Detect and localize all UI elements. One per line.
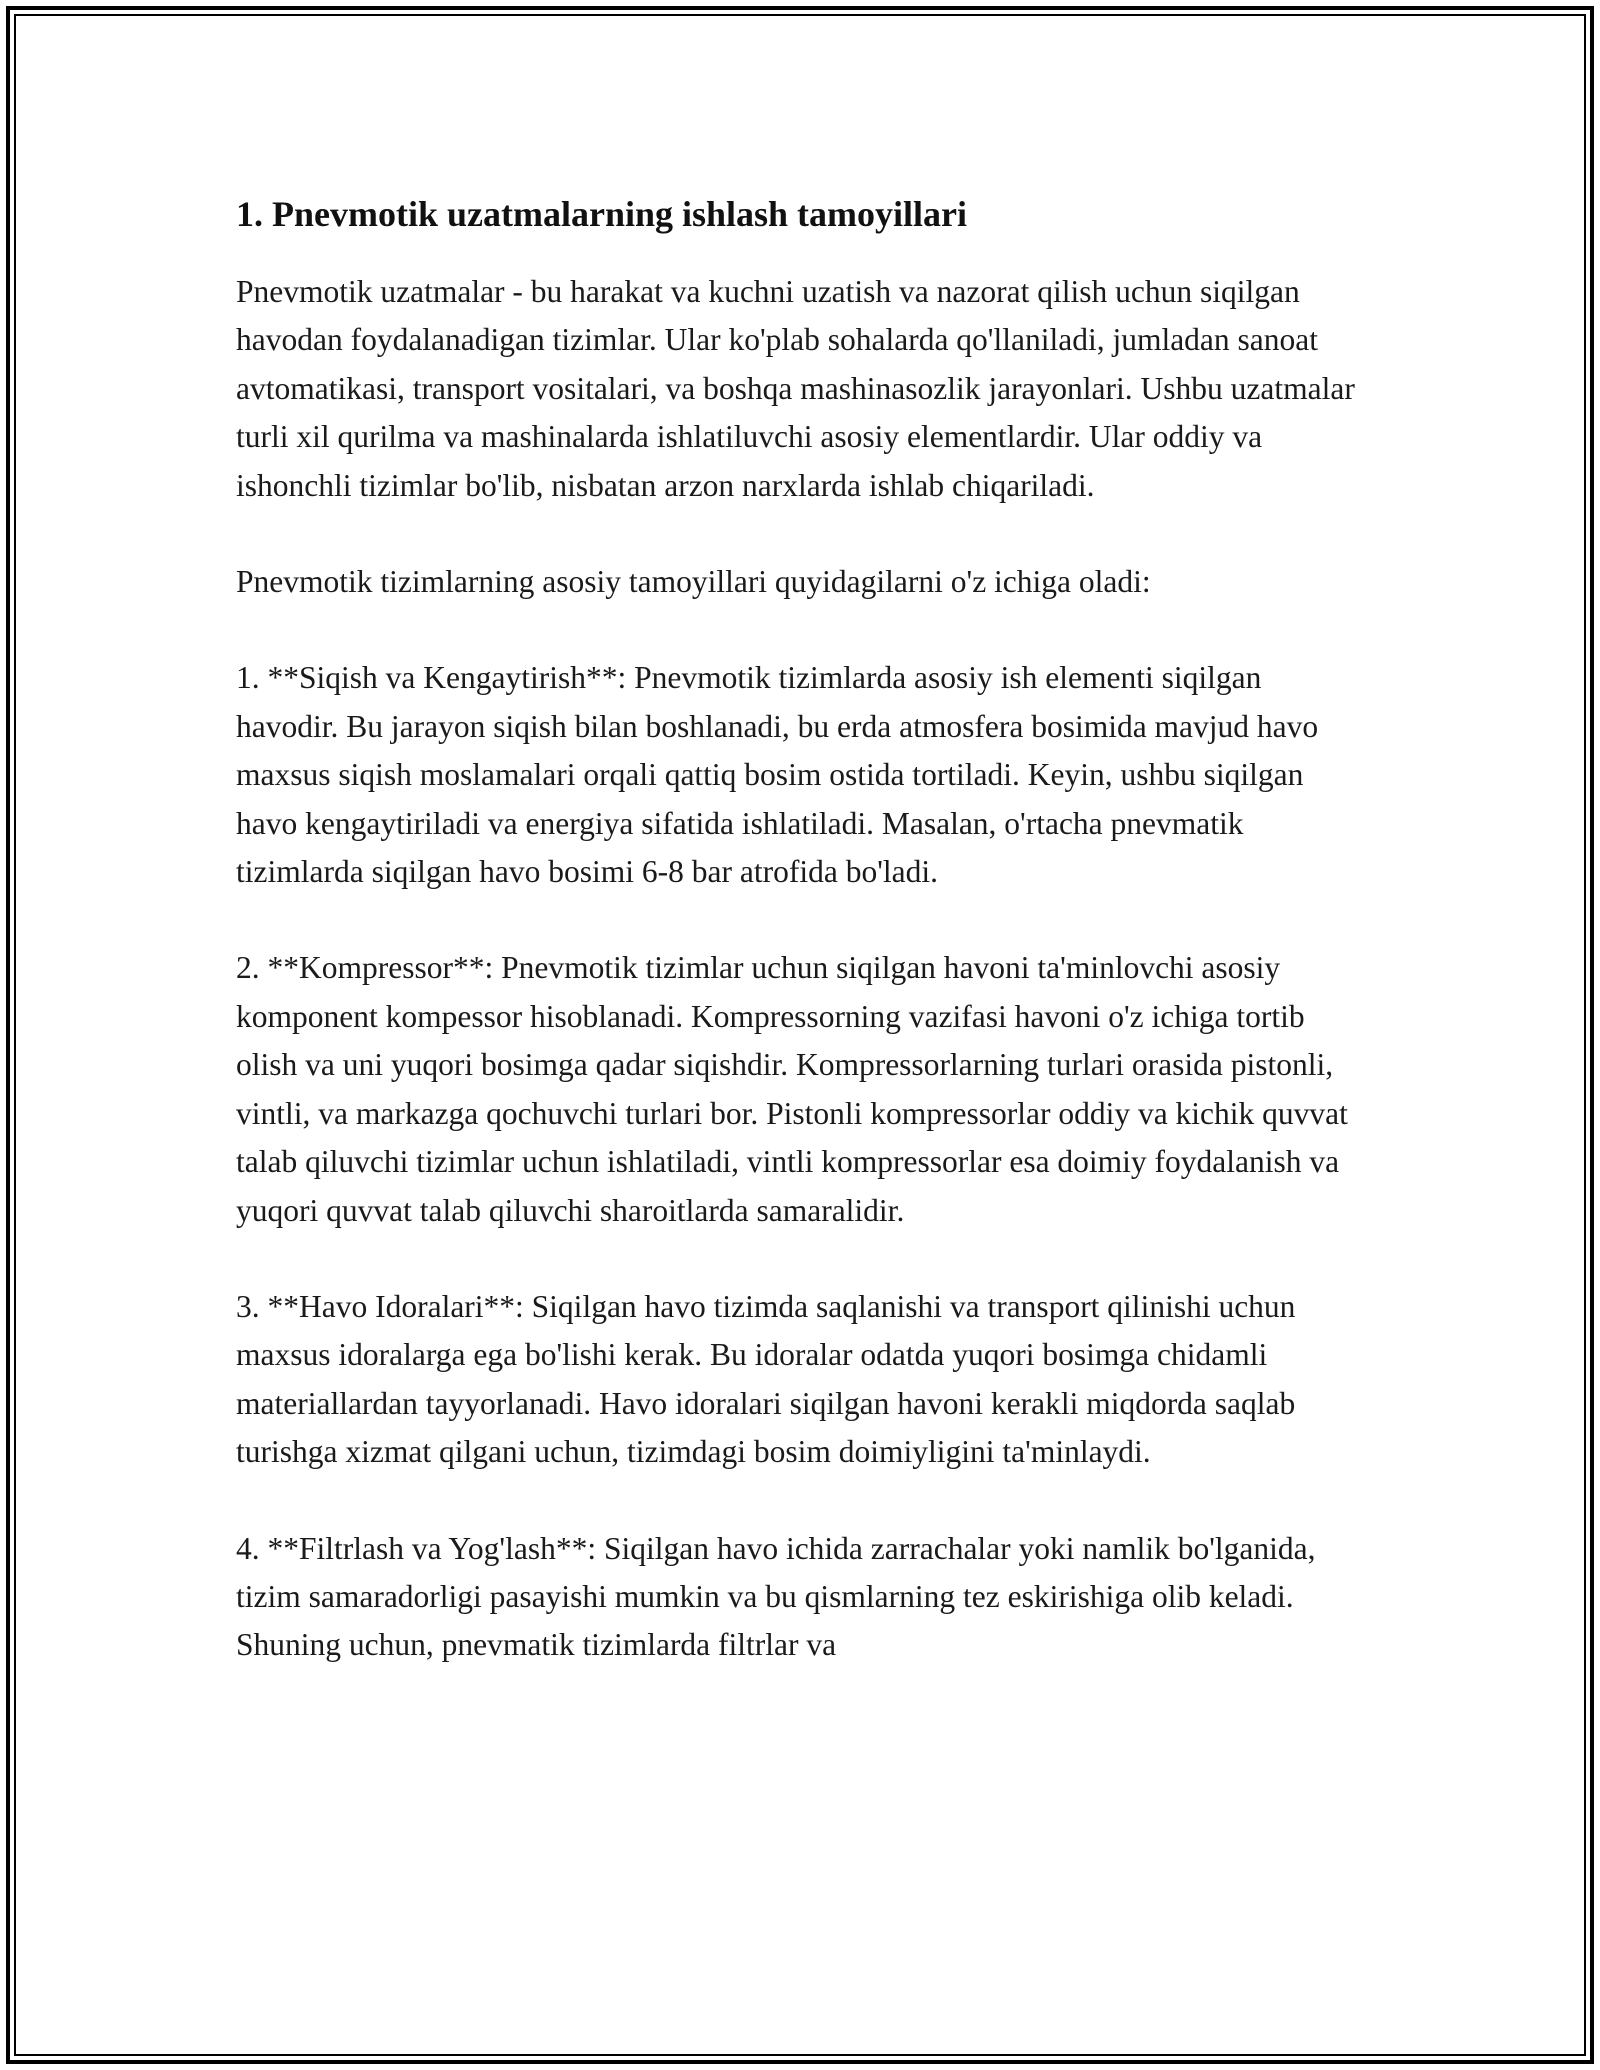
document-body bbox=[236, 190, 1366, 1718]
principles-lead-paragraph: Pnevmotik tizimlarning asosiy tamoyillari quyidagilarni o'z ichiga oladi: bbox=[236, 564, 1151, 600]
principle-filtering-paragraph: 4. **Filtrlash va Yog'lash**: Siqilgan havo ichida zarrachalar yoki namlik bo'lganida, tizim samaradorligi pasayishi mumkin va bu qismlarning tez eskirishiga olib keladi. Shuning uchun, pnevmatik tizimlarda filtrlar va bbox=[236, 1530, 1316, 1663]
section-title: 1. Pnevmotik uzatmalarning ishlash tamoyillari bbox=[236, 194, 968, 234]
principle-compression-paragraph: 1. **Siqish va Kengaytirish**: Pnevmotik tizimlarda asosiy ish elementi siqilgan havodir. Bu jarayon siqish bilan boshlanadi, bu erda atmosfera bosimida mavjud havo maxsus siqish moslamalari orqali qattiq bosim ostida tortiladi. Keyin, ushbu siqilgan havo kengaytiriladi va energiya sifatida ishlatiladi. Masalan, o'rtacha pnevmatik tizimlarda siqilgan havo bosimi 6-8 bar atrofida bo'ladi. bbox=[236, 660, 1319, 890]
intro-paragraph: Pnevmotik uzatmalar - bu harakat va kuchni uzatish va nazorat qilish uchun siqilgan havodan foydalanadigan tizimlar. Ular ko'plab sohalarda qo'llaniladi, jumladan sanoat avtomatikasi, transport vositalari, va boshqa mashinasozlik jarayonlari. Ushbu uzatmalar turli xil qurilma va mashinalarda ishlatiluvchi asosiy elementlardir. Ular oddiy va ishonchli tizimlar bo'lib, nisbatan arzon narxlarda ishlab chiqariladi. bbox=[236, 274, 1355, 503]
principle-air-storage-paragraph: 3. **Havo Idoralari**: Siqilgan havo tizimda saqlanishi va transport qilinishi uchun maxsus idoralarga ega bo'lishi kerak. Bu idoralar odatda yuqori bosimga chidamli materiallardan tayyorlanadi. Havo idoralari siqilgan havoni kerakli miqdorda saqlab turishga xizmat qilgani uchun, tizimdagi bosim doimiyligini ta'minlaydi. bbox=[236, 1288, 1296, 1470]
principle-compressor-paragraph: 2. **Kompressor**: Pnevmotik tizimlar uchun siqilgan havoni ta'minlovchi asosiy komponent kompessor hisoblanadi. Kompressorning vazifasi havoni o'z ichiga tortib olish va uni yuqori bosimga qadar siqishdir. Kompressorlarning turlari orasida pistonli, vintli, va markazga qochuvchi turlari bor. Pistonli kompressorlar oddiy va kichik quvvat talab qiluvchi tizimlar uchun ishlatiladi, vintli kompressorlar esa doimiy foydalanish va yuqori quvvat talab qiluvchi sharoitlarda samaralidir. bbox=[236, 950, 1348, 1228]
